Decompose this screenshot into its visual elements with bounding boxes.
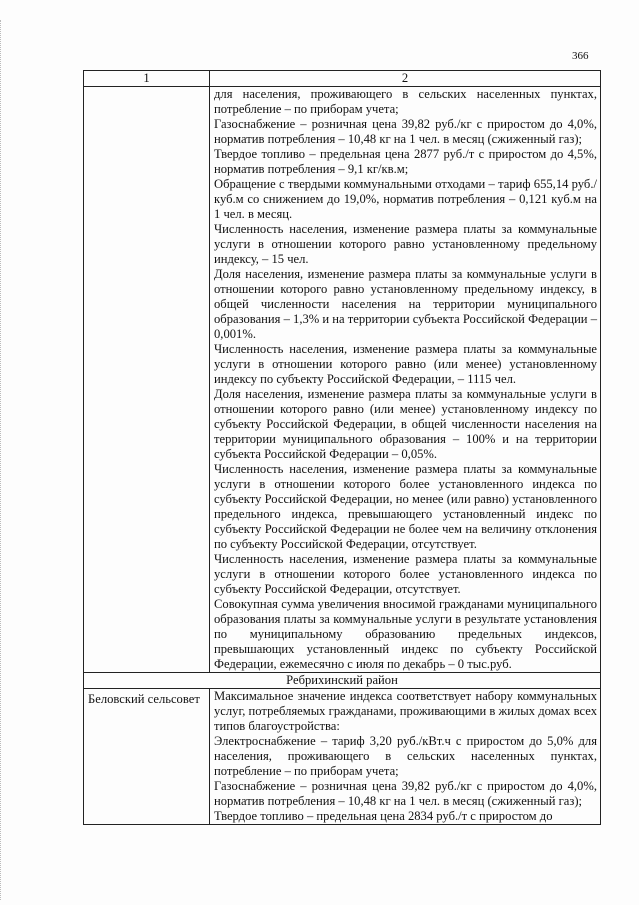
paragraph: Газоснабжение – розничная цена 39,82 руб./кг с приростом до 4,0%, норматив потребления – 10,48 кг на 1 чел. в месяц (сжиженный газ); — [214, 117, 597, 146]
scan-edge — [0, 20, 7, 900]
paragraph: Численность населения, изменение размера платы за коммунальные услуги в отношении которого более установленного индекса по субъекту Российской Федерации, отсутствует. — [214, 552, 597, 596]
header-col-2: 2 — [210, 71, 601, 87]
table-row — [84, 87, 601, 673]
document-table — [83, 70, 601, 825]
paragraph: Численность населения, изменение размера платы за коммунальные услуги в отношении которого более установленного индекса по субъекту Российской Федерации, но менее (или равно) установленного предельного индекса, превышающего установленный индекс по субъекту Российской Федерации не более чем на величину отклонения по субъекту Российской Федерации, отсутствует. — [214, 462, 597, 551]
paragraph: Численность населения, изменение размера платы за коммунальные услуги в отношении которого равно установленному предельному индексу, – 15 чел. — [214, 222, 597, 266]
paragraph: Обращение с твердыми коммунальными отходами – тариф 655,14 руб./куб.м со снижением до 19,0%, норматив потребления – 0,121 куб.м на 1 чел. в месяц. — [214, 177, 597, 221]
paragraph: для населения, проживающего в сельских населенных пунктах, потребление – по приборам учета; — [214, 87, 597, 116]
district-title: Ребрихинский район — [84, 673, 601, 689]
paragraph: Совокупная сумма увеличения вносимой гражданами муниципального образования платы за коммунальные услуги в результате установления по муниципальному образованию предельных индексов, превышающих установленный индекс по субъекту Российской Федерации, ежемесячно с июля по декабрь – 0 тыс.руб. — [214, 597, 597, 671]
description-cell — [210, 87, 601, 673]
district-row — [84, 673, 601, 689]
municipality-cell — [84, 87, 210, 673]
paragraph: Максимальное значение индекса соответствует набору коммунальных услуг, потребляемых гражданами, проживающими в жилых домах всех типов благоустройства: — [214, 689, 597, 733]
paragraph: Численность населения, изменение размера платы за коммунальные услуги в отношении которого равно (или менее) установленному индексу по субъекту Российской Федерации, – 1115 чел. — [214, 342, 597, 386]
paragraph: Твердое топливо – предельная цена 2877 руб./т с приростом до 4,5%, норматив потребления – 9,1 кг/кв.м; — [214, 147, 597, 176]
header-col-1: 1 — [84, 71, 210, 87]
paragraph: Газоснабжение – розничная цена 39,82 руб./кг с приростом до 4,0%, норматив потребления – 10,48 кг на 1 чел. в месяц (сжиженный газ); — [214, 779, 597, 808]
paragraph: Доля населения, изменение размера платы за коммунальные услуги в отношении которого равно установленному предельному индексу, в общей численности населения на территории муниципального образования – 1,3% и на территории субъекта Российской Федерации – 0,001%. — [214, 267, 597, 341]
paragraph: Электроснабжение – тариф 3,20 руб./кВт.ч с приростом до 5,0% для населения, проживающего в сельских населенных пунктах, потребление – по приборам учета; — [214, 734, 597, 778]
paragraph: Доля населения, изменение размера платы за коммунальные услуги в отношении которого равно (или менее) установленному индексу по субъекту Российской Федерации, в общей численности населения на территории муниципального образования – 100% и на территории субъекта Российской Федерации – 0,05%. — [214, 387, 597, 461]
page-number: 366 — [572, 50, 589, 62]
table-header-row — [84, 71, 601, 87]
municipality-cell: Беловский сельсовет — [84, 689, 210, 825]
table-row — [84, 689, 601, 825]
paragraph: Твердое топливо – предельная цена 2834 руб./т с приростом до — [214, 809, 553, 823]
description-cell — [210, 689, 601, 825]
